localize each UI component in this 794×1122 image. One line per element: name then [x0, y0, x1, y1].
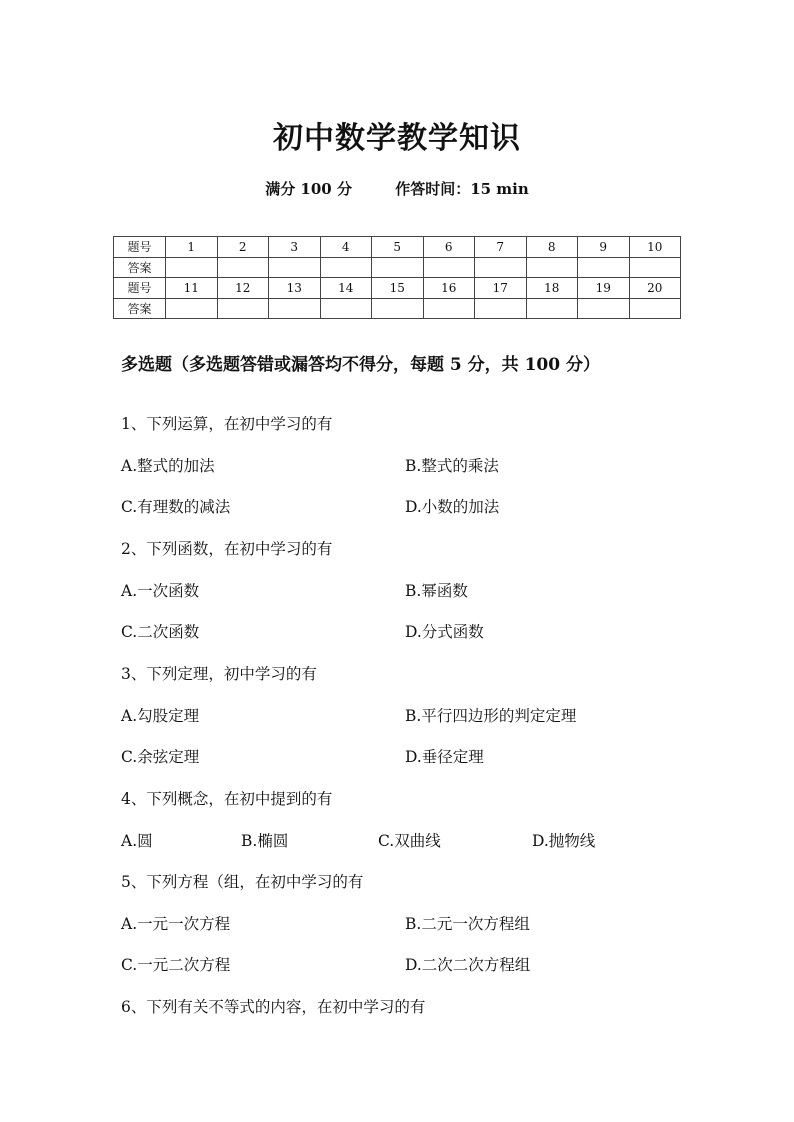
row-label: 题号: [114, 237, 166, 258]
section-heading: 多选题（多选题答错或漏答均不得分，每题 5 分，共 100 分）: [121, 355, 600, 375]
answer-cell: [526, 298, 578, 319]
option-a: A.一元一次方程: [121, 915, 231, 933]
answer-cell: [526, 257, 578, 278]
question-stem: 4、下列概念，在初中提到的有: [121, 790, 333, 808]
row-label: 答案: [114, 257, 166, 278]
question-number: 7: [475, 237, 527, 258]
question-number: 9: [578, 237, 630, 258]
document-title: 初中数学教学知识: [273, 121, 521, 156]
option-d: D.小数的加法: [405, 498, 500, 516]
question-number: 4: [320, 237, 372, 258]
question-number: 16: [423, 278, 475, 299]
question-number: 1: [166, 237, 218, 258]
table-row: [114, 298, 681, 319]
question-number: 18: [526, 278, 578, 299]
question-number: 2: [217, 237, 269, 258]
full-score: 满分 100 分: [265, 180, 352, 198]
question-number: 10: [629, 237, 681, 258]
answer-cell: [217, 257, 269, 278]
answer-cell: [217, 298, 269, 319]
question-stem: 5、下列方程（组，在初中学习的有: [121, 873, 364, 891]
exam-meta: [0, 178, 794, 199]
option-d: D.垂径定理: [405, 748, 484, 766]
answer-cell: [423, 257, 475, 278]
answer-cell: [578, 257, 630, 278]
answer-cell: [423, 298, 475, 319]
question-number: 8: [526, 237, 578, 258]
option-d: D.分式函数: [405, 623, 484, 641]
question-number: 11: [166, 278, 218, 299]
question-number: 15: [372, 278, 424, 299]
answer-cell: [320, 257, 372, 278]
option-b: B.二元一次方程组: [405, 915, 530, 933]
option-b: B.幂函数: [405, 582, 468, 600]
row-label: 答案: [114, 298, 166, 319]
answer-cell: [320, 298, 372, 319]
answer-cell: [475, 298, 527, 319]
option-c: C.有理数的减法: [121, 498, 231, 516]
option-d: D.抛物线: [532, 832, 596, 850]
question-number: 5: [372, 237, 424, 258]
option-a: A.勾股定理: [121, 707, 200, 725]
table-row: [114, 237, 681, 258]
answer-cell: [269, 257, 321, 278]
time-limit: 作答时间：15 min: [395, 180, 529, 198]
answer-cell: [372, 257, 424, 278]
question-number: 6: [423, 237, 475, 258]
option-c: C.一元二次方程: [121, 956, 231, 974]
answer-cell: [166, 298, 218, 319]
question-number: 3: [269, 237, 321, 258]
question-number: 14: [320, 278, 372, 299]
question-number: 20: [629, 278, 681, 299]
option-b: B.椭圆: [241, 832, 289, 850]
option-b: B.整式的乘法: [405, 457, 499, 475]
answer-cell: [475, 257, 527, 278]
answer-cell: [578, 298, 630, 319]
table-row: [114, 257, 681, 278]
question-stem: 6、下列有关不等式的内容，在初中学习的有: [121, 998, 426, 1016]
option-a: A.圆: [121, 832, 153, 850]
option-d: D.二次二次方程组: [405, 956, 531, 974]
answer-cell: [629, 298, 681, 319]
answer-cell: [269, 298, 321, 319]
option-a: A.整式的加法: [121, 457, 215, 475]
option-a: A.一次函数: [121, 582, 200, 600]
option-c: C.余弦定理: [121, 748, 200, 766]
answer-cell: [372, 298, 424, 319]
question-number: 17: [475, 278, 527, 299]
row-label: 题号: [114, 278, 166, 299]
answer-cell: [629, 257, 681, 278]
question-number: 19: [578, 278, 630, 299]
question-stem: 2、下列函数，在初中学习的有: [121, 540, 333, 558]
question-stem: 3、下列定理，初中学习的有: [121, 665, 317, 683]
question-stem: 1、下列运算，在初中学习的有: [121, 415, 333, 433]
option-c: C.二次函数: [121, 623, 200, 641]
question-number: 12: [217, 278, 269, 299]
option-c: C.双曲线: [378, 832, 441, 850]
answer-cell: [166, 257, 218, 278]
table-row: [114, 278, 681, 299]
option-b: B.平行四边形的判定定理: [405, 707, 577, 725]
question-number: 13: [269, 278, 321, 299]
answer-sheet-table: [113, 236, 681, 319]
